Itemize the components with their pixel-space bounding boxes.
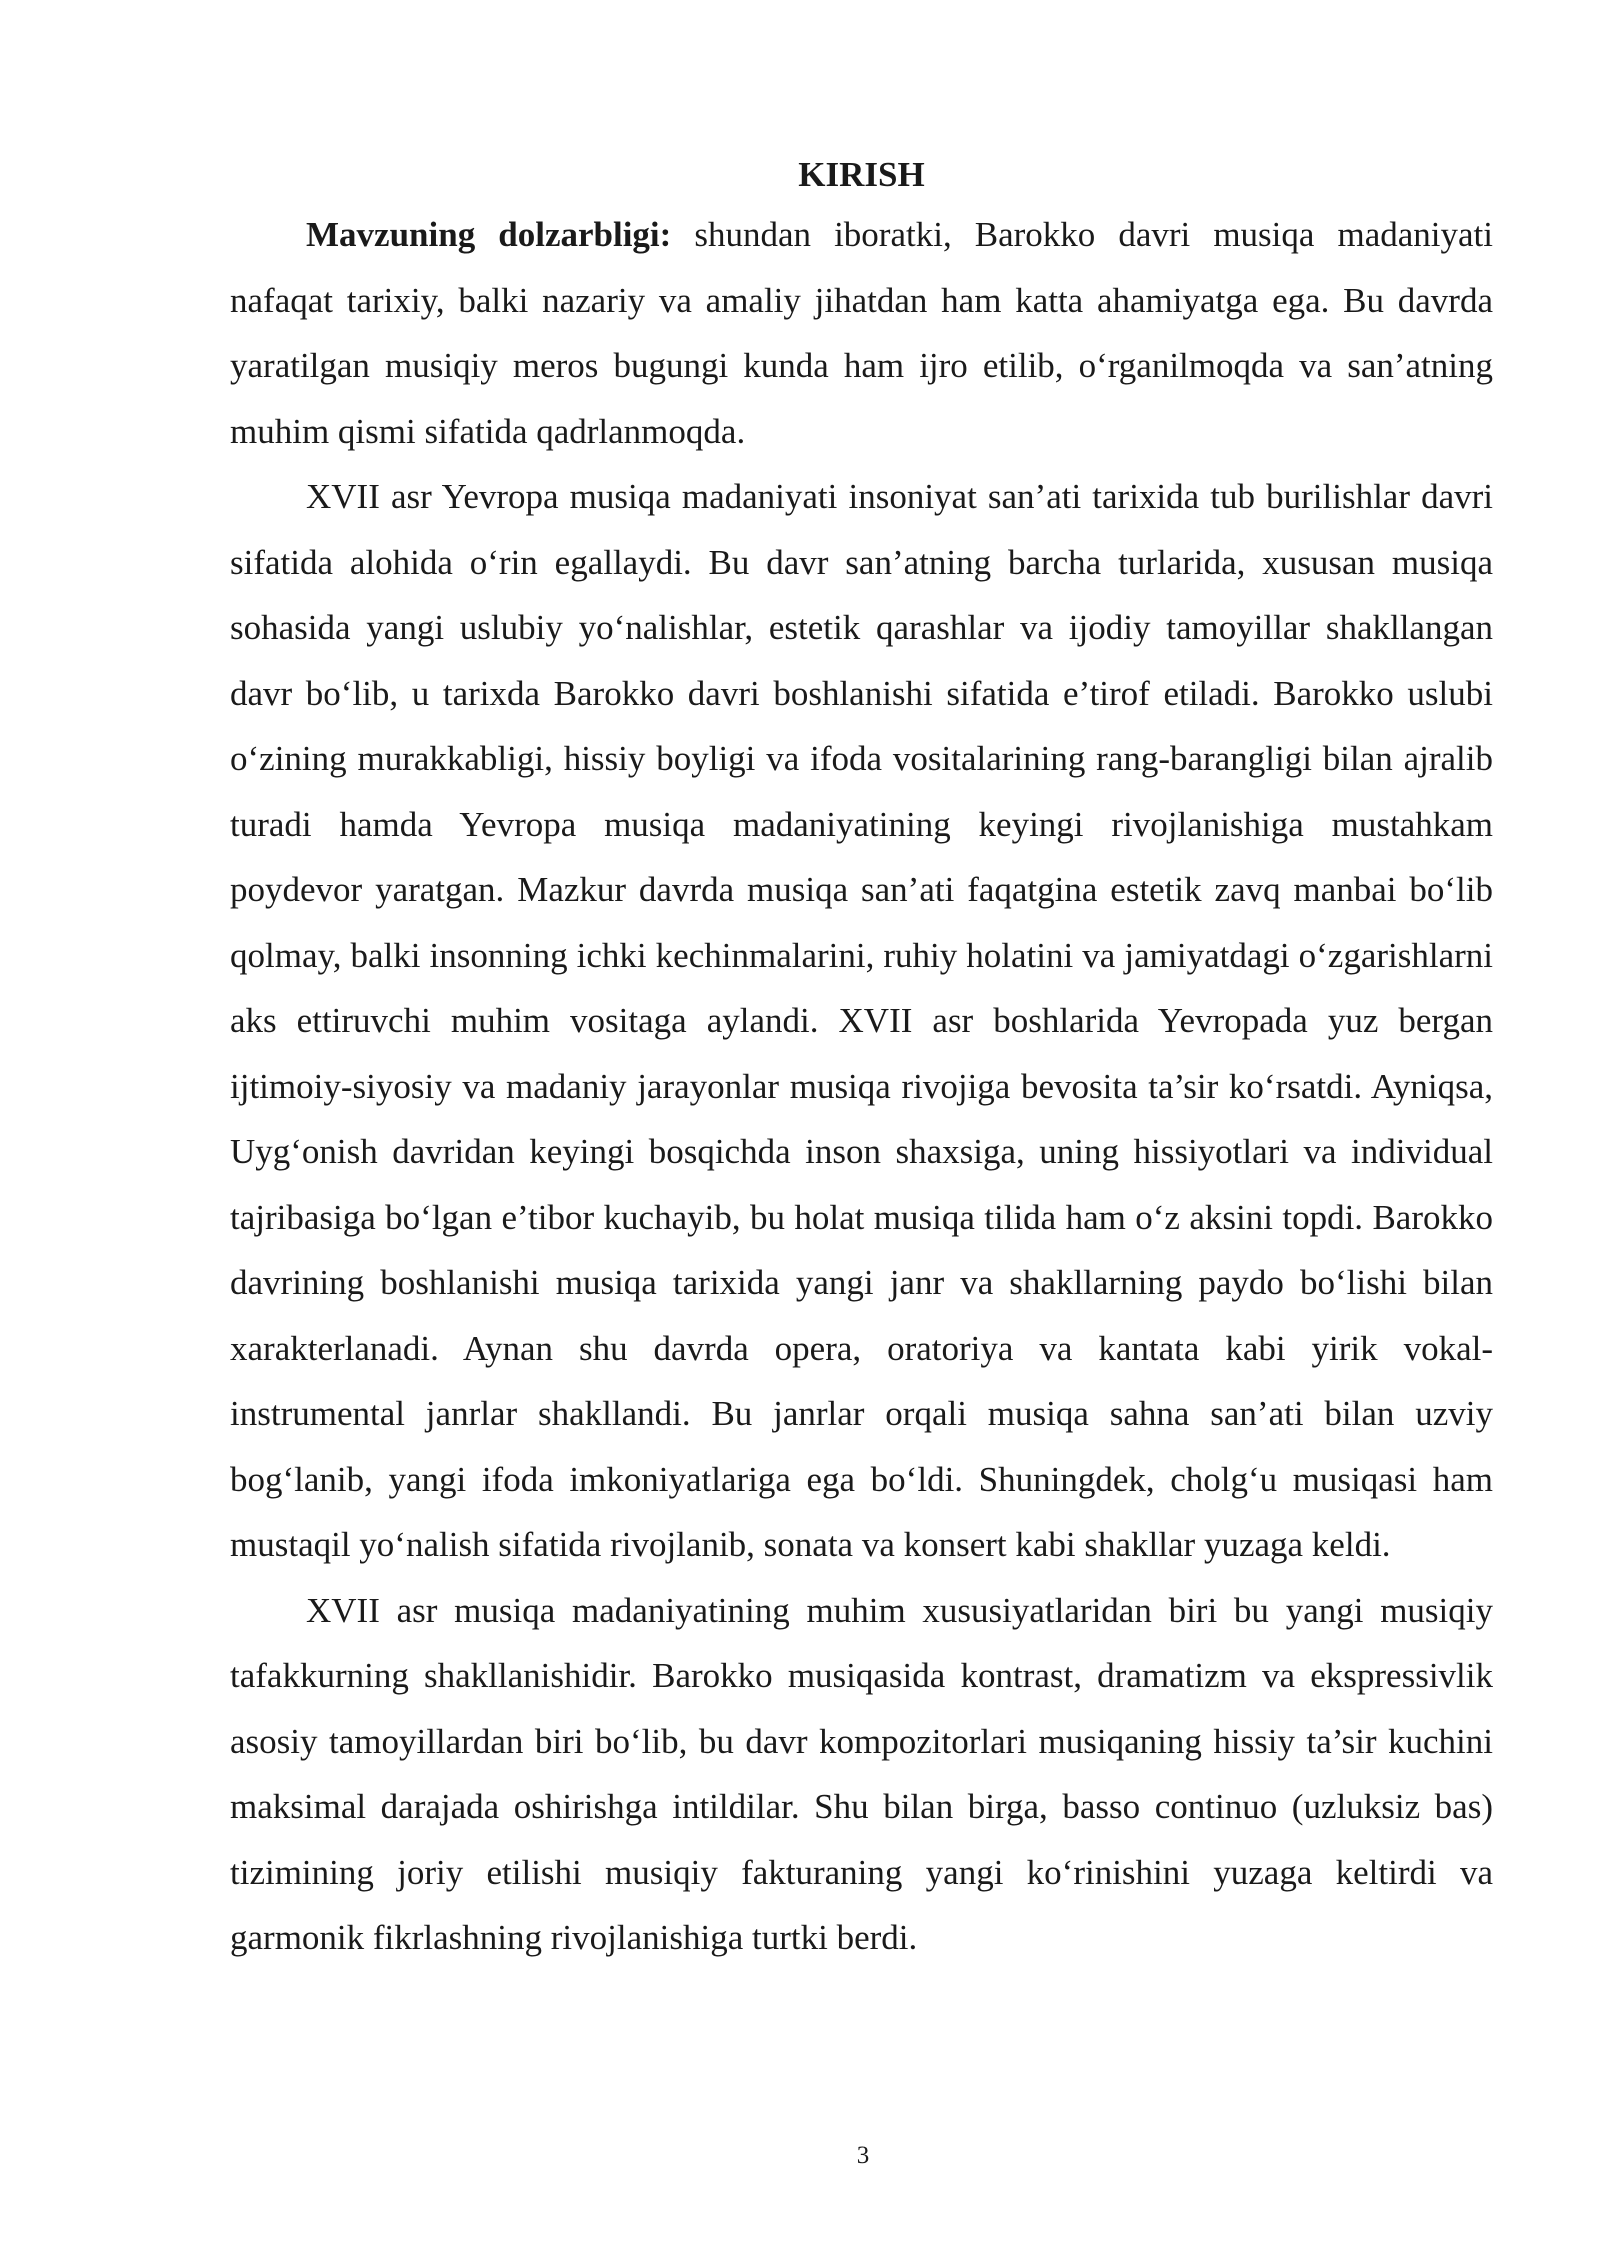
paragraph-baroque-intro <box>230 464 1493 1578</box>
paragraph-text: XVII asr musiqa madaniyatining muhim xususiyatlaridan biri bu yangi musiqiy tafakkurning shakllanishidir. Barokko musiqasida kontrast, dramatizm va ekspressivlik asosiy tamoyillardan biri bo‘lib, bu davr kompozitorlari musiqaning hissiy ta’sir kuchini maksimal darajada oshirishga intildilar. Shu bilan birga, basso continuo (uzluksiz bas) tizimining joriy etilishi musiqiy fakturaning yangi ko‘rinishini yuzaga keltirdi va garmonik fikrlashning rivojlanishiga turtki berdi. <box>230 1590 1493 1957</box>
paragraph-text: shundan iboratki, Barokko davri musiqa madaniyati nafaqat tarixiy, balki nazariy va amaliy jihatdan ham katta ahamiyatga ega. Bu davrda yaratilgan musiqiy meros bugungi kunda ham ijro etilib, o‘rganilmoqda va san’atning muhim qismi sifatida qadrlanmoqda. <box>230 215 1493 451</box>
page-number: 3 <box>856 2142 870 2169</box>
paragraph-musical-thinking <box>230 1578 1493 1971</box>
section-heading: KIRISH <box>798 155 925 194</box>
paragraph-lead: Mavzuning dolzarbligi: <box>306 215 672 254</box>
document-body <box>230 148 1493 1971</box>
paragraph-text: XVII asr Yevropa musiqa madaniyati insoniyat san’ati tarixida tub burilishlar davri sifatida alohida o‘rin egallaydi. Bu davr san’atning barcha turlarida, xususan musiqa sohasida yangi uslubiy yo‘nalishlar, estetik qarashlar va ijodiy tamoyillar shakllangan davr bo‘lib, u tarixda Barokko davri boshlanishi sifatida e’tirof etiladi. Barokko uslubi o‘zining murakkabligi, hissiy boyligi va ifoda vositalarining rang-barangligi bilan ajralib turadi hamda Yevropa musiqa madaniyatining keyingi rivojlanishiga mustahkam poydevor yaratgan. Mazkur davrda musiqa san’ati faqatgina estetik zavq manbai bo‘lib qolmay, balki insonning ichki kechinmalarini, ruhiy holatini va jamiyatdagi o‘zgarishlarni aks ettiruvchi muhim vositaga aylandi. XVII asr boshlarida Yevropada yuz bergan ijtimoiy-siyosiy va madaniy jarayonlar musiqa rivojiga bevosita ta’sir ko‘rsatdi. Ayniqsa, Uyg‘onish davridan keyingi bosqichda inson shaxsiga, uning hissiyotlari va individual tajribasiga bo‘lgan e’tibor kuchayib, bu holat musiqa tilida ham o‘z aksini topdi. Barokko davrining boshlanishi musiqa tarixida yangi janr va shakllarning paydo bo‘lishi bilan xarakterlanadi. Aynan shu davrda opera, oratoriya va kantata kabi yirik vokal-instrumental janrlar shakllandi. Bu janrlar orqali musiqa sahna san’ati bilan uzviy bog‘lanib, yangi ifoda imkoniyatlariga ega bo‘ldi. Shuningdek, cholg‘u musiqasi ham mustaqil yo‘nalish sifatida rivojlanib, sonata va konsert kabi shakllar yuzaga keldi. <box>230 477 1493 1564</box>
paragraph-relevance <box>230 202 1493 464</box>
